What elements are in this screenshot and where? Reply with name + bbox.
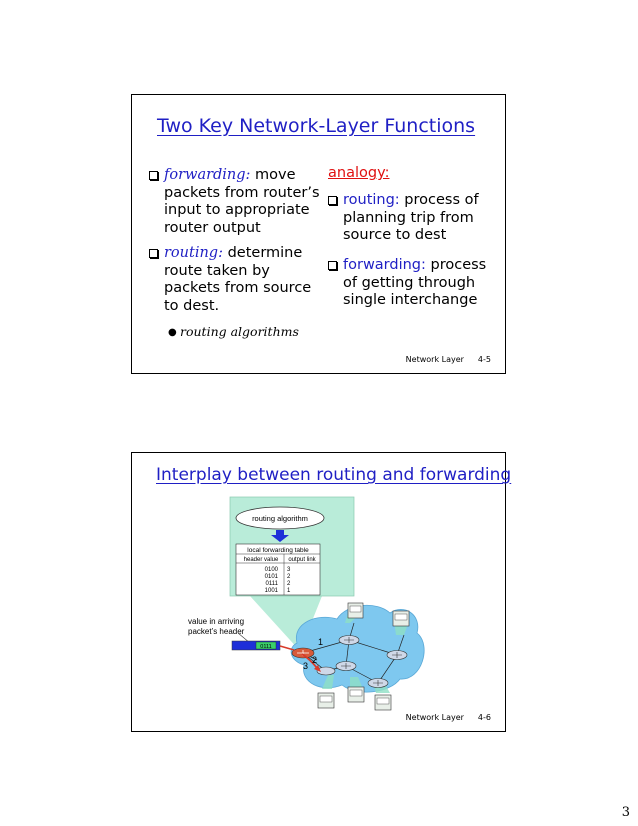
col-output-link: output link xyxy=(288,557,316,563)
table-cell: 3 xyxy=(287,567,291,573)
checkbox-bullet-icon xyxy=(328,196,337,205)
link-label-3: 3 xyxy=(303,661,309,671)
table-cell: 2 xyxy=(287,574,291,580)
bullet-text: determine xyxy=(222,245,303,261)
table-cell: 0111 xyxy=(265,581,278,587)
footer-page: 4-6 xyxy=(477,713,491,722)
slide-routing-forwarding-interplay xyxy=(131,452,512,732)
link-label-2: 2 xyxy=(312,655,318,665)
bullet-text: process of xyxy=(399,192,479,208)
bullet-text: route taken by xyxy=(164,262,270,279)
footer-label: Network Layer xyxy=(405,713,464,722)
bullet-text: process xyxy=(425,257,487,273)
sub-bullet-text: routing algorithms xyxy=(180,324,299,339)
slide-title: Two Key Network-Layer Functions xyxy=(157,115,476,137)
bullet-text: move xyxy=(250,167,296,183)
bullet-text: packets from router’s xyxy=(164,184,320,201)
checkbox-bullet-icon xyxy=(149,171,158,180)
checkbox-bullet-icon xyxy=(328,261,337,270)
checkbox-bullet-icon xyxy=(149,249,158,258)
host-icon xyxy=(348,603,363,618)
arriving-label: value in arriving xyxy=(188,617,245,626)
host-icon xyxy=(393,611,409,626)
table-cell: 1 xyxy=(287,588,291,594)
slide-footer xyxy=(392,713,491,722)
analogy-label: analogy: xyxy=(328,165,390,181)
bullet-text: planning trip from xyxy=(343,209,474,226)
term-routing: routing: xyxy=(343,192,400,208)
table-cell: 0101 xyxy=(264,574,278,580)
slide-network-layer-functions xyxy=(131,94,506,374)
table-title: local forwarding table xyxy=(247,547,309,554)
circle-bullet-icon: ● xyxy=(168,327,177,338)
term-forwarding: forwarding: xyxy=(164,167,251,183)
host-icon xyxy=(318,693,334,708)
bullet-text: source to dest xyxy=(343,227,447,243)
term-forwarding: forwarding: xyxy=(343,257,426,273)
router-icon xyxy=(339,636,359,645)
term-routing: routing: xyxy=(164,245,223,261)
bullet-text: packets from source xyxy=(164,280,312,296)
bullet-analogy-forwarding xyxy=(343,257,486,310)
footer-label: Network Layer xyxy=(405,355,464,364)
sub-bullet-routing-algorithms xyxy=(168,324,299,339)
table-cell: 2 xyxy=(287,581,291,587)
packet-header-value: 0111 xyxy=(260,644,272,650)
slide-footer xyxy=(392,355,491,364)
forwarding-diagram xyxy=(132,453,507,733)
active-router-icon xyxy=(292,648,314,658)
router-icon xyxy=(368,679,388,688)
bullet-forwarding xyxy=(164,167,320,237)
bullet-text: input to appropriate xyxy=(164,202,310,218)
router-icon xyxy=(336,662,356,671)
bullet-text: single interchange xyxy=(343,292,478,308)
bullet-routing xyxy=(164,245,311,315)
table-cell: 0100 xyxy=(264,567,278,573)
routing-algorithm-label: routing algorithm xyxy=(252,514,308,523)
host-icon xyxy=(348,687,364,702)
page-number: 3 xyxy=(621,805,630,820)
router-icon xyxy=(387,651,407,660)
bullet-text: of getting through xyxy=(343,274,476,291)
arriving-label: packet’s header xyxy=(188,627,245,636)
bullet-analogy-routing xyxy=(343,192,479,245)
col-header-value: header value xyxy=(243,557,279,563)
host-icon xyxy=(375,695,391,710)
bullet-text: to dest. xyxy=(164,297,220,314)
link-label-1: 1 xyxy=(318,637,324,647)
footer-page: 4-5 xyxy=(477,355,491,364)
slide-title: Interplay between routing and forwarding xyxy=(156,465,512,485)
bullet-text: router output xyxy=(164,219,261,236)
table-cell: 1001 xyxy=(264,588,278,594)
